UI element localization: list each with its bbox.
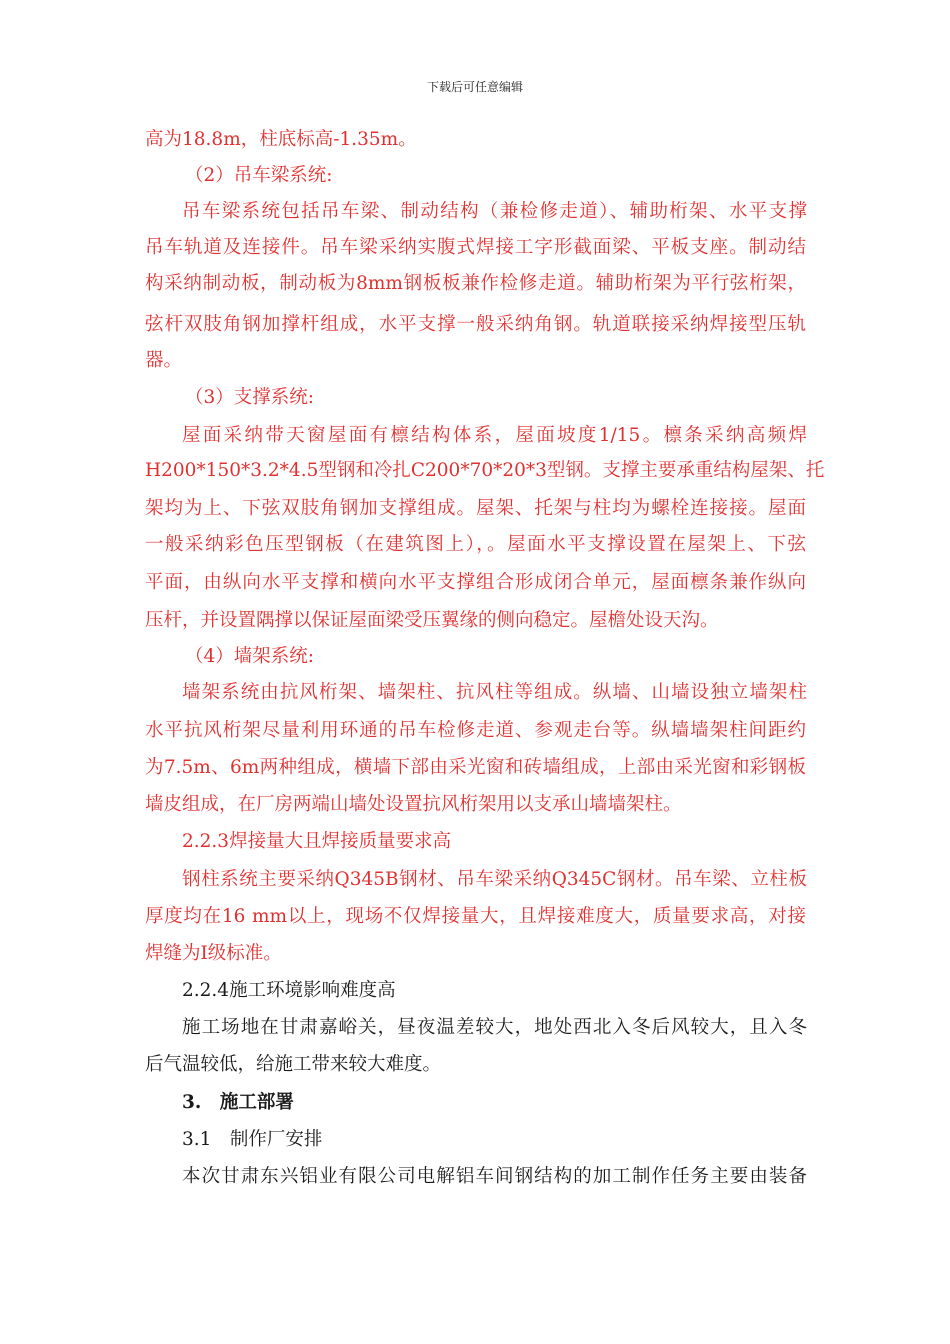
text-line: 屋面采纳带天窗屋面有檩结构体系，屋面坡度1/15。檩条采纳高频焊 <box>182 425 807 446</box>
page-header: 下载后可任意编辑 <box>426 80 523 94</box>
text-line: 墙架系统由抗风桁架、墙架柱、抗风柱等组成。纵墙、山墙设独立墙架柱 <box>182 682 807 703</box>
subsection-heading: 2.2.4施工环境影响难度高 <box>182 980 396 1001</box>
text-line: 墙皮组成，在厂房两端山墙处设置抗风桁架用以支承山墙墙架柱。 <box>145 794 682 815</box>
text-line: 钢柱系统主要采纳Q345B钢材、吊车梁采纳Q345C钢材。吊车梁、立柱板 <box>182 869 807 890</box>
text-line: 一般采纳彩色压型钢板（在建筑图上），。屋面水平支撑设置在屋架上、下弦 <box>145 534 806 555</box>
text-line: 本次甘肃东兴铝业有限公司电解铝车间钢结构的加工制作任务主要由装备 <box>182 1166 807 1187</box>
text-line: 焊缝为Ⅰ级标准。 <box>145 943 282 964</box>
text-line: 弦杆双肢角钢加撑杆组成，水平支撑一般采纳角钢。轨道联接采纳焊接型压轨 <box>145 314 806 335</box>
text-line: 吊车梁系统包括吊车梁、制动结构（兼检修走道）、辅助桁架、水平支撑 <box>182 201 807 222</box>
text-line: 构采纳制动板，制动板为8mm钢板板兼作检修走道。辅助桁架为平行弦桁架， <box>145 273 806 294</box>
text-line: 高为18.8m，柱底标高-1.35m。 <box>145 129 417 150</box>
text-line: 后气温较低，给施工带来较大难度。 <box>145 1054 442 1075</box>
text-line: 器。 <box>145 350 183 371</box>
text-line: 吊车轨道及连接件。吊车梁采纳实腹式焊接工字形截面梁、平板支座。制动结 <box>145 237 806 258</box>
text-line: 压杆，并设置隅撑以保证屋面梁受压翼缘的侧向稳定。屋檐处设天沟。 <box>145 610 719 631</box>
section-heading: （4）墙架系统: <box>185 646 315 667</box>
text-line: 平面，由纵向水平支撑和横向水平支撑组合形成闭合单元，屋面檩条兼作纵向 <box>145 572 806 593</box>
text-line: 施工场地在甘肃嘉峪关，昼夜温差较大，地处西北入冬后风较大，且入冬 <box>182 1017 807 1038</box>
section-heading: （2）吊车梁系统: <box>185 165 333 186</box>
text-line: 水平抗风桁架尽量利用环通的吊车检修走道、参观走台等。纵墙墙架柱间距约 <box>145 720 806 741</box>
subsection-heading: 3.1 制作厂安排 <box>182 1129 323 1150</box>
subsection-heading: 2.2.3焊接量大且焊接质量要求高 <box>182 831 452 852</box>
chapter-heading: 3. 施工部署 <box>182 1092 294 1113</box>
text-line: 厚度均在16 mm以上，现场不仅焊接量大，且焊接难度大，质量要求高，对接 <box>145 906 806 927</box>
section-heading: （3）支撑系统: <box>185 387 315 408</box>
text-line: 架均为上、下弦双肢角钢加支撑组成。屋架、托架与柱均为螺栓连接接。屋面 <box>145 498 806 519</box>
text-line: 为7.5m、6m两种组成，横墙下部由采光窗和砖墙组成，上部由采光窗和彩钢板 <box>145 757 806 778</box>
text-line: H200*150*3.2*4.5型钢和冷扎C200*70*20*3型钢。支撑主要承重结构屋架、托 <box>145 460 825 481</box>
